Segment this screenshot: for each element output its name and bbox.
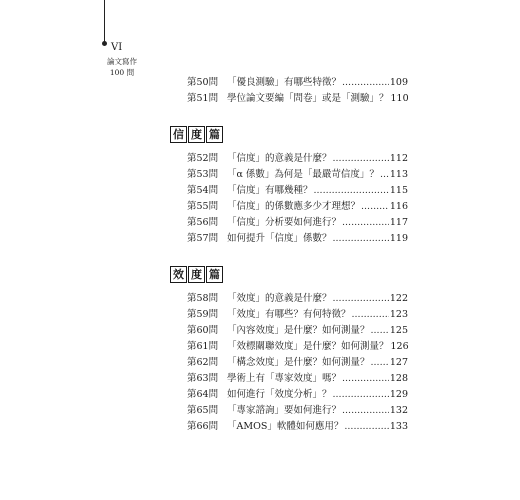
question-number: 第54問 [187, 185, 219, 196]
toc-entry [187, 322, 408, 338]
question-title: 「效度」有哪些？有何特徵？ [227, 309, 351, 320]
section-heading-validity [170, 266, 223, 283]
section-char: 效 [170, 266, 187, 283]
section-char: 度 [188, 126, 205, 143]
page-number: VI [111, 42, 123, 53]
page-ref: 123 [389, 309, 408, 320]
leader-dots [333, 233, 389, 244]
toc-entry [187, 166, 408, 182]
toc-entry [187, 230, 408, 246]
question-number: 第64問 [187, 389, 219, 400]
question-number: 第61問 [187, 341, 219, 352]
leader-dots [371, 357, 389, 368]
page-ref: 133 [389, 421, 408, 432]
leader-dots [352, 309, 389, 320]
leader-dots [333, 389, 389, 400]
toc-entry [187, 418, 408, 434]
page-ref: 119 [389, 233, 408, 244]
section-heading-reliability [170, 126, 223, 143]
question-title: 「內容效度」是什麼？如何測量？ [227, 325, 370, 336]
running-head-line-2: 100 問 [109, 68, 135, 77]
section-char: 度 [188, 266, 205, 283]
question-title: 學位論文要編「問卷」或是「測驗」？ [227, 93, 389, 104]
question-number: 第59問 [187, 309, 219, 320]
question-number: 第50問 [187, 77, 219, 88]
question-number: 第53問 [187, 169, 219, 180]
toc-entry [187, 182, 408, 198]
question-number: 第57問 [187, 233, 219, 244]
margin-rule [104, 0, 105, 44]
leader-dots [342, 77, 389, 88]
page-ref: 125 [389, 325, 408, 336]
leader-dots [361, 201, 389, 212]
running-head-line-1: 論文寫作 [107, 57, 137, 66]
page-ref: 115 [389, 185, 408, 196]
page-ref: 113 [389, 169, 408, 180]
page-ref: 110 [390, 93, 409, 104]
toc-entry [187, 402, 408, 418]
toc-entry [187, 90, 408, 106]
question-title: 「專家諮詢」要如何進行？ [227, 405, 342, 416]
page-ref: 126 [390, 341, 409, 352]
leader-dots [333, 293, 389, 304]
toc-entry [187, 198, 408, 214]
page-ref: 128 [389, 373, 408, 384]
question-number: 第58問 [187, 293, 219, 304]
section-char: 篇 [206, 126, 223, 143]
page-ref: 132 [389, 405, 408, 416]
question-title: 「效標關聯效度」是什麼？如何測量？ [227, 341, 389, 352]
page-ref: 129 [389, 389, 408, 400]
question-number: 第66問 [187, 421, 219, 432]
page-ref: 117 [389, 217, 408, 228]
question-number: 第51問 [187, 93, 219, 104]
section-char: 篇 [206, 266, 223, 283]
question-number: 第65問 [187, 405, 219, 416]
leader-dots [333, 153, 389, 164]
question-title: 「信度」有哪幾種？ [227, 185, 313, 196]
question-title: 「信度」的意義是什麼？ [227, 153, 332, 164]
question-number: 第60問 [187, 325, 219, 336]
page-ref: 122 [389, 293, 408, 304]
question-title: 「效度」的意義是什麼？ [227, 293, 332, 304]
leader-dots [344, 421, 388, 432]
question-number: 第63問 [187, 373, 219, 384]
leader-dots [342, 405, 389, 416]
question-title: 「α 係數」為何是「最嚴苛信度」？ [227, 169, 379, 180]
toc-entry [187, 150, 408, 166]
question-number: 第56問 [187, 217, 219, 228]
toc-entry [187, 354, 408, 370]
toc-entry [187, 306, 408, 322]
question-title: 學術上有「專家效度」嗎？ [227, 373, 342, 384]
page-ref: 109 [389, 77, 408, 88]
page-ref: 116 [389, 201, 408, 212]
toc-entry [187, 386, 408, 402]
question-number: 第62問 [187, 357, 219, 368]
question-title: 如何進行「效度分析」？ [227, 389, 332, 400]
margin-rule-dot [102, 41, 107, 46]
question-title: 「AMOS」軟體如何應用？ [227, 421, 344, 432]
toc-entry [187, 370, 408, 386]
question-title: 「構念效度」是什麼？如何測量？ [227, 357, 370, 368]
leader-dots [342, 373, 389, 384]
question-title: 如何提升「信度」係數？ [227, 233, 332, 244]
section-char: 信 [170, 126, 187, 143]
toc-entry [187, 214, 408, 230]
leader-dots [371, 325, 389, 336]
leader-dots [342, 217, 389, 228]
running-head [92, 56, 152, 78]
leader-dots [314, 185, 389, 196]
leader-dots [380, 169, 389, 180]
toc-entry [187, 338, 408, 354]
page-ref: 127 [389, 357, 408, 368]
question-title: 「信度」分析要如何進行？ [227, 217, 342, 228]
question-number: 第55問 [187, 201, 219, 212]
question-title: 「優良測驗」有哪些特徵？ [227, 77, 342, 88]
question-title: 「信度」的係數應多少才理想？ [227, 201, 361, 212]
toc-entry [187, 290, 408, 306]
page-ref: 112 [389, 153, 408, 164]
toc-entry [187, 74, 408, 90]
question-number: 第52問 [187, 153, 219, 164]
